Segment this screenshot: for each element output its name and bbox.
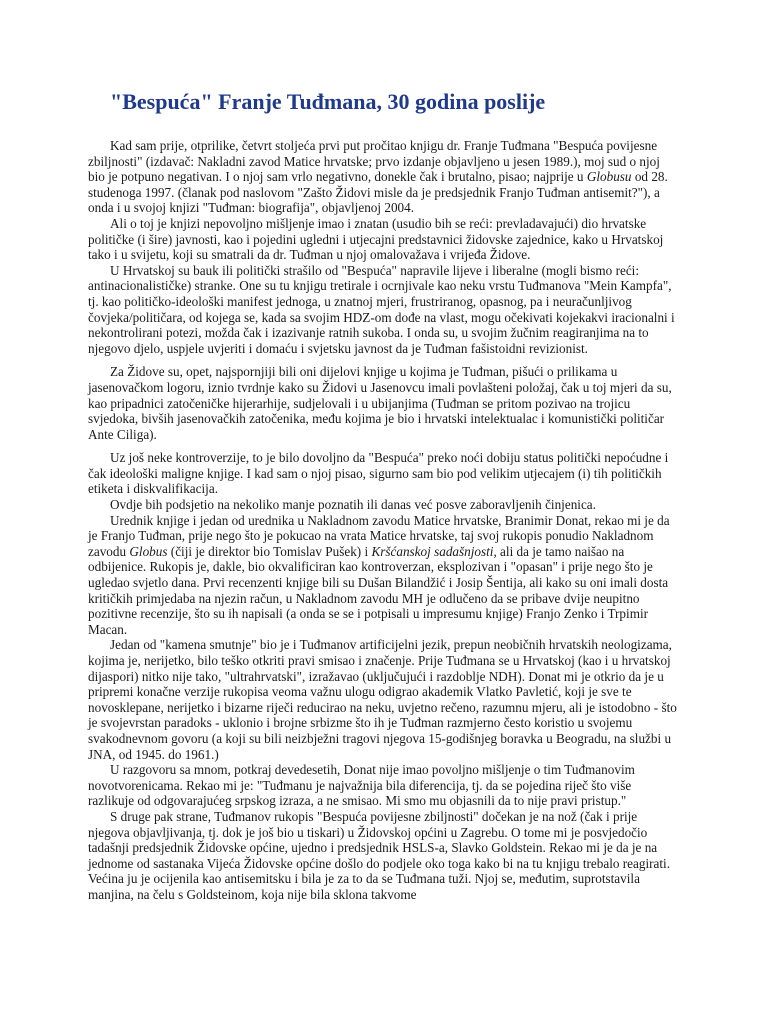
article-title: "Bespuća" Franje Tuđmana, 30 godina poslije [110,89,546,114]
paragraph-text: Ovdje bih podsjetio na nekoliko manje poznatih ili danas već posve zaboravljenih činjenica. [110,497,596,513]
paragraph-text: U razgovoru sa mnom, potkraj devedesetih, Donat nije imao povoljno mišljenje o tim Tuđmanovim novotvorenicama. Rekao mi je: "Tuđmanu je najvažnija bila diferencija, tj. da se pojedina riječ što više razlikuje od odgovarajućeg srpskog izraza, a ne smisao. Mi smo mu objasnili da to nije pravi pristup." [88,762,635,809]
article-body [88,138,680,903]
italic-text: Kršćanskoj sadašnjosti [371,543,494,559]
paragraph-p9 [88,762,680,809]
paragraph-text: S druge pak strane, Tuđmanov rukopis "Bespuća povijesne zbiljnosti" dočekan je na nož (čak i prije njegova objavljivanja, tj. dok je još bio u tiskari) u Židovskoj općini u Zagrebu. O tome mi je posvjedočio tadašnji predsjednik Židovske općine, ujedno i predsjednik HSLS-a, Slavko Goldstein. Rekao mi je da je na jednome od sastanaka Vijeća Židovske općine došlo do podjele oko toga kako bi na tu knjigu trebalo reagirati. Većina ju je ocijenila kao antisemitsku i bila je za to da se Tuđmana tuži. Njoj se, međutim, suprotstavila manjina, na čelu s Goldsteinom, koja nije bila sklona takvome [88,808,670,902]
paragraph-p4 [88,364,680,442]
paragraph-text: Za Židove su, opet, najspornjiji bili oni dijelovi knjige u kojima je Tuđman, pišući o prilikama u jasenovačkom logoru, iznio tvrdnje kako su Židovi u Jasenovcu imali povlašteni položaj, čak u toj mjeri da su, kao pripadnici zatočeničke hijerarhije, sudjelovali i u ubijanjima (Tuđman se pritom pozivao na trojicu svjedoka, bivših jasenovačkih zatočenika, među kojima je bio i hrvatski intelektualac i komunistički političar Ante Ciliga). [88,364,672,442]
paragraph-text: Jedan od "kamena smutnje" bio je i Tuđmanov artificijelni jezik, prepun neobičnih hrvatskih neologizama, kojima je, nerijetko, bilo teško otkriti pravi smisao i značenje. Prije Tuđmana se u Hrvatskoj (kao i u hrvatskoj dijaspori) nitko nije tako, "ultrahrvatski", izražavao (uključujući i razdoblje NDH). Donat mi je otkrio da je u pripremi konačne verzije rukopisa veoma važnu ulogu odigrao akademik Vlatko Pavletić, koji je sve te novosklepane, nerijetko i bizarne riječi reducirao na neku, uvjetno rečeno, razumnu mjeru, ali je istodobno - što je svojevrstan paradoks - uklonio i brojne srbizme što ih je Tuđman razmjerno često koristio u svojemu svakodnevnom govoru (a koji su bili neizbježni tragovi njegova 15-godišnjeg boravka u Beogradu, na službi u JNA, od 1945. do 1961.) [88,637,677,762]
italic-text: Globus [129,543,168,559]
paragraph-p6 [88,497,680,513]
paragraph-text: Uz još neke kontroverzije, to je bilo dovoljno da "Bespuća" preko noći dobiju status politički nepoćudne i čak ideološki maligne knjige. I kad sam o njoj pisao, sigurno sam bio pod velikim utjecajem (i) tih političkih etiketa i diskvalifikacija. [88,450,669,497]
italic-text: Globusu [586,169,632,185]
paragraph-p10 [88,809,680,903]
paragraph-p1 [88,138,680,216]
paragraph-p5 [88,450,680,497]
paragraph-p7 [88,513,680,638]
paragraph-p8 [88,637,680,762]
paragraph-text: Ali o toj je knjizi nepovoljno mišljenje imao i znatan (usudio bih se reći: prevladavajući) dio hrvatske političke (i šire) javnosti, kao i pojedini ugledni i utjecajni predstavnici židovske zajednice, kako u Hrvatskoj tako i u svijetu, koji su smatrali da dr. Tuđman u njoj omalovažava i vrijeđa Židove. [88,215,664,263]
paragraph-text: (čiji je direktor bio Tomislav Pušek) i [167,543,372,559]
paragraph-p2 [88,216,680,263]
paragraph-text: od 28. studenoga 1997. (članak pod naslovom "Zašto Židovi misle da je predsjednik Franjo Tuđman antisemit?"), a onda i u svojoj knjizi "Tuđman: biografija", objavljenoj 2004. [88,169,668,216]
paragraph-p3 [88,263,680,357]
paragraph-text: Kad sam prije, otprilike, četvrt stoljeća prvi put pročitao knjigu dr. Franje Tuđmana "Bespuća povijesne zbiljnosti" (izdavač: Nakladni zavod Matice hrvatske; prvo izdanje objavljeno u jesen 1989.), moj sud o njoj bio je potpuno negativan. I o njoj sam vrlo negativno, donekle čak i brutalno, pisao; najprije u [88,138,660,185]
paragraph-text: U Hrvatskoj su bauk ili politički strašilo od "Bespuća" napravile lijeve i liberalne (mogli bismo reći: antinacionalističke) stranke. One su tu knjigu tretirale i ocrnjivale kao neku vrstu Tuđmanova "Mein Kampfa", tj. kao političko-ideološki manifest jednoga, u znatnoj mjeri, frustriranog, opasnog, pa i neuračunljivog čovjeka/političara, od kojega se, kada sa svojim HDZ-om dođe na vlast, mogu očekivati kojekakvi iracionalni i nekontrolirani potezi, možda čak i izazivanje ratnih sukoba. I onda su, u svojim žučnim reagiranjima na to njegovo djelo, uspjele uvjeriti i domaću i svjetsku javnost da je Tuđman fašistoidni revizionist. [88,262,675,356]
paragraph-text: , ali da je tamo naišao na odbijenice. Rukopis je, dakle, bio okvalificiran kao kontroverzan, eksplozivan i "opasan" i prije nego što je ugledao svjetlo dana. Prvi recenzenti knjige bili su Dušan Bilandžić i Josip Šentija, ali kako su oni imali dosta kritičkih primjedaba na njezin račun, u Nakladnom zavodu MH je odlučeno da se pribave dvije neupitno pozitivne recenzije, što su ih napisali (a onda se se i potpisali u impresumu knjige) Franjo Zenko i Trpimir Macan. [88,543,669,637]
paragraph-text: Urednik knjige i jedan od urednika u Nakladnom zavodu Matice hrvatske, Branimir Donat, rekao mi je da je Franjo Tuđman, prije nego što je pokucao na vrata Matice hrvatske, taj svoj rukopis ponudio Nakladnom zavodu [88,512,670,559]
